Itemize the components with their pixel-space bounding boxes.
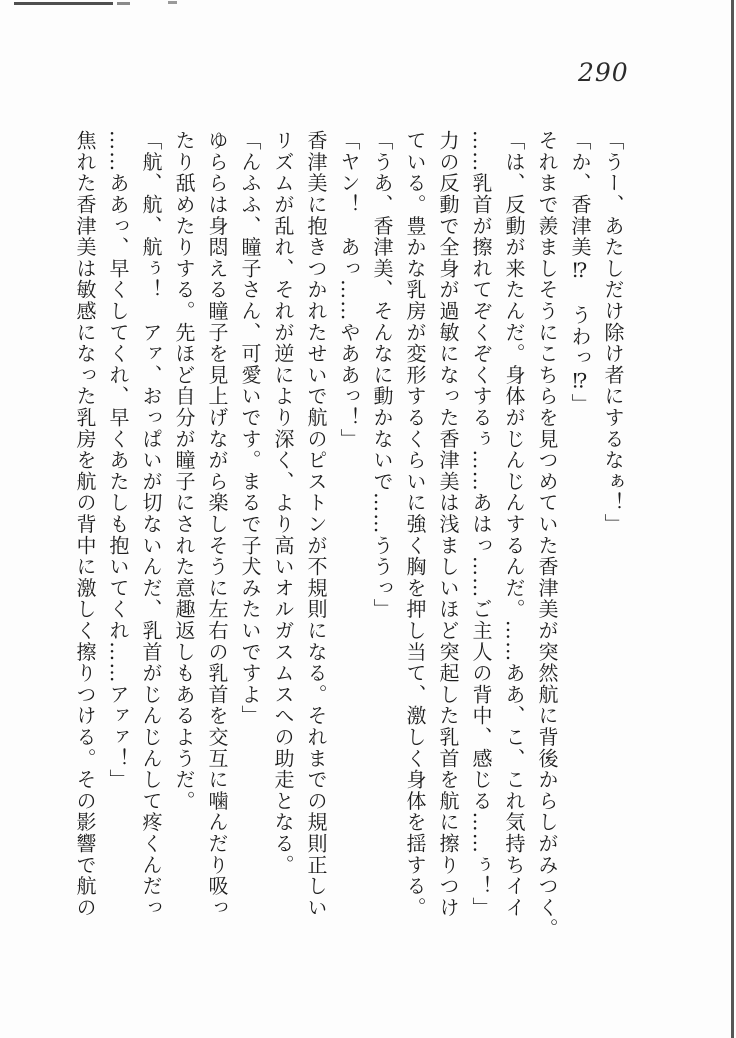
scan-artifact-right-border	[731, 0, 734, 1038]
text-column-8: 「うあ、香津美、そんなに動かないで……ううっ」	[370, 130, 394, 620]
text-column-13: ゆららは身悶える瞳子を見上げながら楽しそうに左右の乳首を交互に噛んだり吸っ	[205, 130, 229, 919]
scan-artifact-top-mark-2	[168, 1, 177, 4]
text-column-5: ……乳首が擦れてぞくぞくするぅ……あはっ……ご主人の背中、感じる……ぅ！」	[469, 130, 493, 919]
scan-artifact-top-border	[14, 2, 113, 5]
vertical-text-block	[68, 130, 629, 944]
text-column-14: たり舐めたりする。先ほど自分が瞳子にされた意趣返しもあるようだ。	[172, 130, 196, 812]
text-column-16: ……ああっ、早くしてくれ、早くあたしも抱いてくれ……アァァ！」	[106, 130, 130, 791]
scan-artifact-top-mark	[117, 2, 130, 5]
text-column-17: 焦れた香津美は敏感になった乳房を航の背中に激しく擦りつける。その影響で航の	[73, 130, 97, 919]
text-column-2: 「か、香津美⁉ うわっ⁉」	[568, 130, 592, 415]
text-column-12: 「んふふ、瞳子さん、可愛いです。まるで子犬みたいですよ」	[238, 130, 262, 727]
text-column-15: 「航、航、航ぅ！ アァ、おっぱいが切ないんだ、乳首がじんじんして疼くんだっ	[139, 130, 163, 919]
text-column-9: 「ヤン！ あっ……やああっ！」	[337, 130, 361, 450]
text-column-7: ている。豊かな乳房が変形するくらいに強く胸を押し当て、激しく身体を揺する。	[403, 130, 427, 919]
text-column-11: リズムが乱れ、それが逆により深く、より高いオルガスムスへの助走となる。	[271, 130, 295, 876]
text-column-1: 「うー、あたしだけ除け者にするなぁ！」	[601, 130, 625, 535]
text-column-6: 力の反動で全身が過敏になった香津美は浅ましいほど突起した乳首を航に擦りつけ	[436, 130, 460, 919]
text-column-10: 香津美に抱きつかれたせいで航のピストンが不規則になる。それまでの規則正しい	[304, 130, 328, 919]
text-column-4: 「は、反動が来たんだ。身体がじんじんするんだ。……ああ、こ、これ気持ちイイ	[502, 130, 526, 919]
page-number: 290	[578, 58, 629, 87]
text-column-3: それまで羨ましそうにこちらを見つめていた香津美が突然航に背後からしがみつく。	[535, 130, 559, 940]
